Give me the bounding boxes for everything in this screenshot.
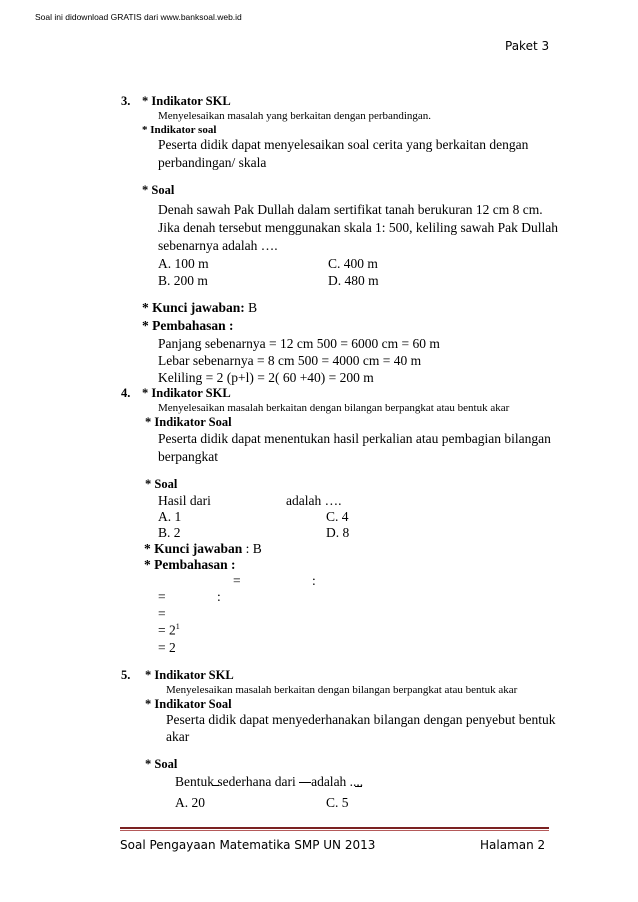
soal-label: * Soal — [142, 183, 175, 197]
pembahasan-line-2: Lebar sebenarnya = 8 cm 500 = 4000 cm = 40 m — [158, 353, 422, 368]
footer-rule-thin — [120, 830, 549, 831]
indikator-soal-line-1: Peserta didik dapat menyederhanakan bilangan dengan penyebut bentuk — [166, 712, 556, 727]
indikator-soal-label: * Indikator soal — [142, 124, 217, 136]
option-a: A. 100 m — [158, 256, 209, 271]
option-c: C. 400 m — [328, 256, 378, 271]
soal-adalah: adalah …. — [286, 493, 342, 508]
indikator-soal-line-1: Peserta didik dapat menentukan hasil perkalian atau pembagian bilangan — [158, 431, 551, 446]
pembahasan-eq-4 — [158, 622, 180, 639]
indikator-soal-line-1: Peserta didik dapat menyelesaikan soal cerita yang berkaitan dengan — [158, 137, 529, 152]
download-banner: Soal ini didownload GRATIS dari www.banksoal.web.id — [35, 12, 242, 22]
fraction-bar — [212, 785, 219, 786]
indikator-skl-label: * Indikator SKL — [142, 94, 231, 108]
question-number: 5. — [121, 668, 131, 682]
soal-text: Bentuk sederhana dari — [175, 774, 300, 789]
soal-hasil: Hasil dari — [158, 493, 211, 508]
pembahasan-colon-1: : — [312, 573, 316, 588]
pembahasan-eq-4-base: = 2 — [158, 622, 176, 638]
pembahasan-eq-4-exponent: 1 — [175, 622, 180, 631]
fraction-bar — [355, 786, 362, 787]
kunci-jawaban-label: * Kunci jawaban — [144, 541, 243, 556]
indikator-soal-label: * Indikator Soal — [145, 415, 232, 429]
pembahasan-line-1: Panjang sebenarnya = 12 cm 500 = 6000 cm = 60 m — [158, 336, 440, 351]
indikator-soal-label: * Indikator Soal — [145, 697, 232, 711]
option-c: C. 5 — [326, 795, 349, 810]
soal-line-1: Denah sawah Pak Dullah dalam sertifikat tanah berukuran 12 cm 8 cm. — [158, 202, 543, 217]
kunci-jawaban-value: : B — [242, 541, 262, 556]
soal-line-1 — [175, 774, 363, 790]
option-d: D. 480 m — [328, 273, 379, 288]
option-d: D. 8 — [326, 525, 350, 540]
indikator-skl-text: Menyelesaikan masalah yang berkaitan dengan perbandingan. — [158, 110, 432, 122]
indikator-skl-label: * Indikator SKL — [142, 386, 231, 400]
pembahasan-eq-1: = — [233, 573, 241, 588]
kunci-jawaban — [144, 541, 262, 557]
footer-title: Soal Pengayaan Matematika SMP UN 2013 — [120, 838, 376, 852]
pembahasan-colon-2: : — [217, 589, 221, 604]
soal-adalah: adalah .... — [311, 774, 364, 789]
indikator-skl-text: Menyelesaikan masalah berkaitan dengan bilangan berpangkat atau bentuk akar — [158, 402, 510, 414]
soal-line-2: Jika denah tersebut menggunakan skala 1: 500, keliling sawah Pak Dullah — [158, 220, 559, 235]
paket-label: Paket 3 — [505, 39, 550, 53]
indikator-skl-label: * Indikator SKL — [145, 668, 234, 682]
pembahasan-line-3: Keliling = 2 (p+l) = 2( 60 +40) = 200 m — [158, 370, 374, 385]
option-a: A. 1 — [158, 509, 182, 524]
pembahasan-eq-2: = — [158, 589, 166, 604]
indikator-soal-line-2: perbandingan/ skala — [158, 155, 267, 170]
option-a: A. 20 — [175, 795, 205, 810]
kunci-jawaban — [142, 300, 257, 316]
soal-label: * Soal — [145, 477, 178, 491]
pembahasan-eq-5: = 2 — [158, 640, 176, 655]
fraction-bar — [299, 782, 311, 783]
kunci-jawaban-label: * Kunci jawaban: — [142, 300, 245, 315]
pembahasan-label: * Pembahasan : — [144, 557, 236, 572]
pembahasan-label: * Pembahasan : — [142, 318, 234, 333]
pembahasan-eq-3: = — [158, 606, 166, 621]
indikator-soal-line-2: berpangkat — [158, 449, 218, 464]
footer-rule-thick — [120, 827, 549, 829]
soal-line-3: sebenarnya adalah …. — [158, 238, 278, 253]
question-number: 3. — [121, 94, 131, 108]
indikator-skl-text: Menyelesaikan masalah berkaitan dengan bilangan berpangkat atau bentuk akar — [166, 684, 518, 696]
option-b: B. 2 — [158, 525, 181, 540]
indikator-soal-line-2: akar — [166, 729, 190, 744]
option-c: C. 4 — [326, 509, 349, 524]
footer-page-number: Halaman 2 — [480, 838, 546, 852]
option-b: B. 200 m — [158, 273, 208, 288]
kunci-jawaban-value: B — [244, 300, 258, 315]
question-number: 4. — [121, 386, 131, 400]
soal-label: * Soal — [145, 757, 178, 771]
